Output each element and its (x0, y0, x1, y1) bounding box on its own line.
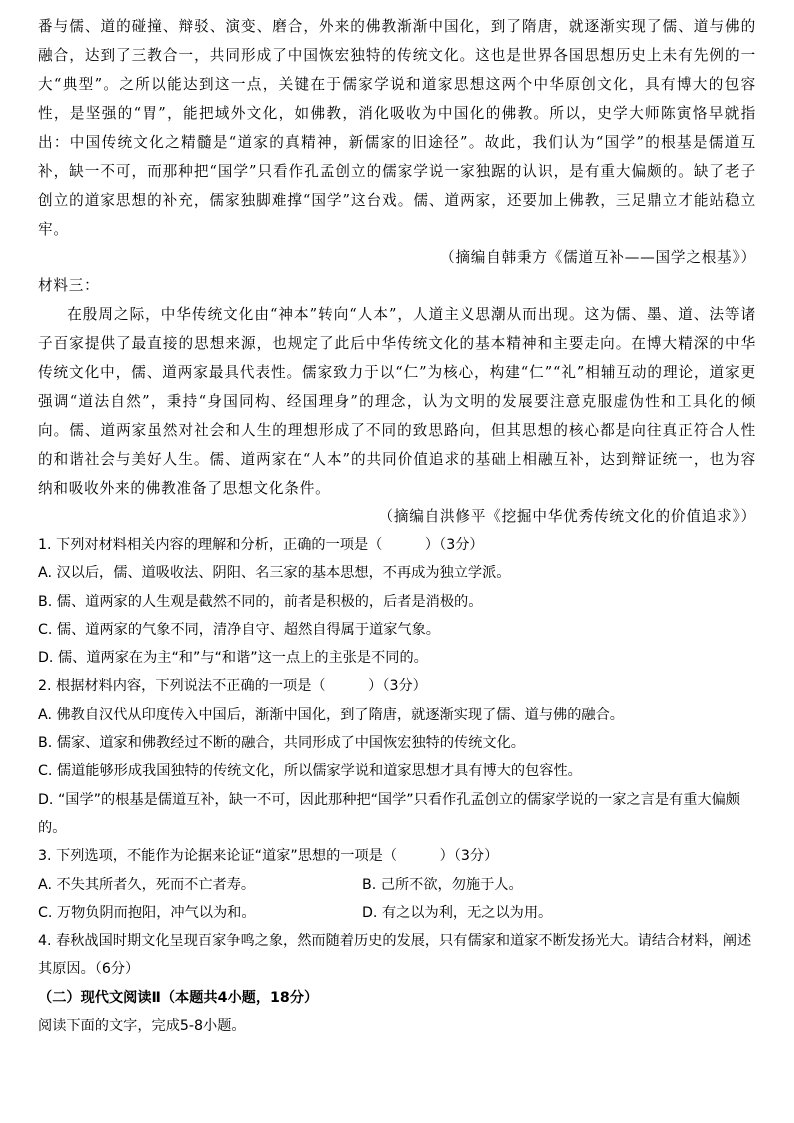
question-2-option-a: A. 佛教自汉代从印度传入中国后，渐渐中国化，到了隋唐，就逐渐实现了儒、道与佛的融合。 (38, 706, 624, 723)
material-3-paragraph: 在殷周之际，中华传统文化由“神本”转向“人本”，人道主义思潮从而出现。这为儒、墨、道、法等诸子百家提供了最直接的思想来源，也规定了此后中华传统文化的基本精神和主要走向。在博大精深的中华传统文化中，儒、道两家最具代表性。儒家致力于以“仁”为核心，构建“仁”“礼”相辅互动的理论，道家更强调“道法自然”，秉持“身国同构、经国理身”的理念，认为文明的发展要注意克服虚伪性和工具化的倾向。儒、道两家虽然对社会和人生的理想形成了不同的致思路向，但其思想的核心都是向往真正符合人性的和谐社会与美好人生。儒、道两家在“人本”的共同价值追求的基础上相融互补，达到辩证统一，也为容纳和吸收外来的佛教准备了思想文化条件。 (38, 306, 756, 497)
question-1-option-b: B. 儒、道两家的人生观是截然不同的，前者是积极的，后者是消极的。 (38, 593, 483, 610)
section-2-instruction: 阅读下面的文字，完成5-8小题。 (38, 1018, 246, 1035)
question-3-options-row-2 (38, 899, 756, 927)
question-2-option-c: C. 儒道能够形成我国独特的传统文化，所以儒家学说和道家思想才具有博大的包容性。 (38, 763, 582, 780)
exam-page (38, 12, 756, 1040)
source-citation-2: （摘编自韩秉方《儒道互补——国学之根基》） (440, 249, 756, 266)
question-1-option-c: C. 儒、道两家的气象不同，清净自守、超然自得属于道家气象。 (38, 621, 440, 638)
question-3-option-a: A. 不失其所者久，死而不亡者寿。 (38, 876, 256, 893)
question-2-stem: 2. 根据材料内容，下列说法不正确的一项是（ ）（3分） (38, 678, 427, 695)
question-3-option-d: D. 有之以为利，无之以为用。 (362, 904, 553, 921)
question-3-option-c: C. 万物负阴而抱阳，冲气以为和。 (38, 904, 256, 921)
question-1-option-a: A. 汉以后，儒、道吸收法、阴阳、名三家的基本思想，不再成为独立学派。 (38, 565, 511, 582)
question-2-option-d: D. “国学”的根基是儒道互补，缺一不可，因此那种把“国学”只看作孔孟创立的儒家学说的一家之言是有重大偏颇的。 (38, 791, 740, 836)
question-block (38, 531, 756, 1040)
question-3-stem: 3. 下列选项，不能作为论据来论证“道家”思想的一项是（ ）（3分） (38, 848, 499, 865)
question-4-stem: 4. 春秋战国时期文化呈现百家争鸣之象，然而随着历史的发展，只有儒家和道家不断发扬光大。请结合材料，阐述其原因。（6分） (38, 933, 752, 978)
question-2-option-b: B. 儒家、道家和佛教经过不断的融合，共同形成了中国恢宏独特的传统文化。 (38, 735, 525, 752)
question-3-option-b: B. 己所不欲，勿施于人。 (362, 876, 523, 893)
material-3-label: 材料三： (38, 277, 100, 294)
passage-paragraph: 番与儒、道的碰撞、辩驳、演变、磨合，外来的佛教渐渐中国化，到了隋唐，就逐渐实现了儒、道与佛的融合，达到了三教合一，共同形成了中国恢宏独特的传统文化。这也是世界各国思想历史上未有先例的一大“典型”。之所以能达到这一点，关键在于儒家学说和道家思想这两个中华原创文化，具有博大的包容性，是坚强的“胃”，能把域外文化，如佛教，消化吸收为中国化的佛教。所以，史学大师陈寅恪早就指出：中国传统文化之精髓是“道家的真精神，新儒家的旧途径”。故此，我们认为“国学”的根基是儒道互补，缺一不可，而那种把“国学”只看作孔孟创立的儒家学说一家独踞的认识，是有重大偏颇的。缺了老子创立的道家思想的补充，儒家独脚难撑“国学”这台戏。儒、道两家，还要加上佛教，三足鼎立才能站稳立牢。 (38, 18, 756, 238)
question-1-option-d: D. 儒、道两家在为主“和”与“和谐”这一点上的主张是不同的。 (38, 650, 428, 667)
section-2-title: （二）现代文阅读Ⅱ（本题共4小题，18分） (38, 989, 319, 1006)
question-1-stem: 1. 下列对材料相关内容的理解和分析，正确的一项是（ ）（3分） (38, 537, 484, 553)
source-citation-3: （摘编自洪修平《挖掘中华优秀传统文化的价值追求》） (378, 508, 756, 525)
question-3-options-row-1 (38, 871, 756, 899)
